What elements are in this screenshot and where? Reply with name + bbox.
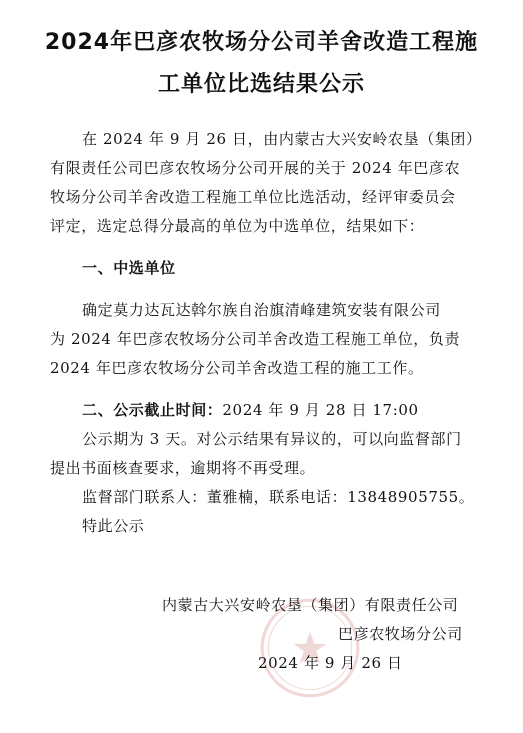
period-line-2: 提出书面核查要求，逾期将不再受理。 xyxy=(50,459,316,477)
intro-line-1: 在 2024 年 9 月 26 日，由内蒙古大兴安岭农垦（集团） xyxy=(82,130,482,148)
title-line-2: 工单位比选结果公示 xyxy=(157,72,365,97)
intro-line-4: 评定，选定总得分最高的单位为中选单位，结果如下： xyxy=(50,217,425,235)
winner-line-1: 确定莫力达瓦达斡尔族自治旗清峰建筑安装有限公司 xyxy=(82,301,441,319)
intro-line-3: 牧场分公司羊舍改造工程施工单位比选活动，经评审委员会 xyxy=(50,188,456,206)
signature-date: 2024 年 9 月 26 日 xyxy=(258,654,403,672)
contact-line: 监督部门联系人：董雅楠，联系电话：13848905755。 xyxy=(82,488,475,506)
title-line-1: 2024年巴彦农牧场分公司羊舍改造工程施 xyxy=(44,30,479,55)
signature-branch: 巴彦农牧场分公司 xyxy=(338,625,463,643)
winner-line-3: 2024 年巴彦农牧场分公司羊舍改造工程的施工工作。 xyxy=(50,359,424,377)
deadline-label: 二、公示截止时间： xyxy=(82,401,223,419)
signature-organization: 内蒙古大兴安岭农垦（集团）有限责任公司 xyxy=(162,596,459,614)
period-line-1: 公示期为 3 天。对公示结果有异议的，可以向监督部门 xyxy=(82,430,462,448)
section-heading-winner: 一、中选单位 xyxy=(82,259,176,277)
deadline-line xyxy=(82,400,419,420)
closing-text: 特此公示 xyxy=(82,517,145,535)
winner-line-2: 为 2024 年巴彦农牧场分公司羊舍改造工程施工单位，负责 xyxy=(50,330,461,348)
intro-line-2: 有限责任公司巴彦农牧场分公司开展的关于 2024 年巴彦农 xyxy=(50,159,461,177)
deadline-value: 2024 年 9 月 28 日 17:00 xyxy=(222,401,419,419)
